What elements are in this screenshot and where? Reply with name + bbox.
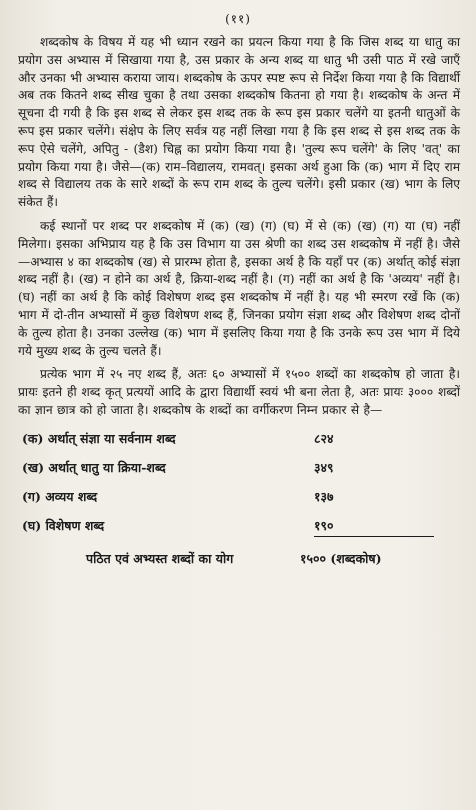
category-label: (ख) अर्थात् धातु या क्रिया-शब्द: [22, 459, 166, 475]
category-label: (क) अर्थात् संज्ञा या सर्वनाम शब्द: [22, 430, 176, 446]
total-row: [22, 550, 460, 578]
category-count: ३४९: [314, 459, 334, 475]
page-number: (११): [225, 12, 251, 26]
table-row: [22, 488, 460, 517]
paragraph-word-count: प्रत्येक भाग में २५ नए शब्द हैं, अतः ६० अभ्यासों में १५०० शब्दों का शब्दकोष हो जाता है। प्रायः इतने ही शब्द कृत् प्रत्ययों आदि के द्वारा विद्यार्थी स्वयं भी बना लेता है, अतः प्रायः ३००० शब्दों का ज्ञान छात्र को हो जाता है। शब्दकोष के शब्दों का वर्गीकरण निम्न प्रकार से है—: [18, 367, 460, 417]
category-count: ८२४: [314, 430, 334, 446]
table-row: [22, 517, 460, 546]
paragraph-dictionary-notes: शब्दकोष के विषय में यह भी ध्यान रखने का प्रयत्न किया गया है कि जिस शब्द या धातु का प्रयोग उस अभ्यास में सिखाया गया है, उस प्रकार के अन्य शब्द या धातु भी उसी पाठ में रखे जाएँ और उनका भी अभ्यास कराया जाय। शब्दकोष के ऊपर स्पष्ट रूप से निर्देश किया गया है कि विद्यार्थी अब तक कितने शब्द सीख चुका है तथा उसका शब्दकोष कितना हो गया है। शब्दकोष के अन्त में सूचना दी गयी है कि इस शब्द से लेकर इस शब्द तक के रूप इस प्रकार चलेंगे या इतनी धातुओं के रूप इस प्रकार चलेंगे। संक्षेप के लिए सर्वत्र यह नहीं लिखा गया है कि इस शब्द से इस शब्द तक के रूप ऐसे चलेंगे, अपितु - (डैश) चिह्न का प्रयोग किया गया है। 'तुल्य रूप चलेंगे' के लिए 'वत्' का प्रयोग किया गया है। जैसे—(क) राम–विद्यालय, रामवत्। इसका अर्थ हुआ कि (क) भाग में दिए राम शब्द से विद्यालय तक के सारे शब्दों के रूप राम शब्द के तुल्य चलेंगे। इसी प्रकार (ख) भाग के लिए संकेत हैं।: [18, 35, 460, 210]
table-row: [22, 430, 460, 459]
table-row: [22, 459, 460, 488]
category-label: (ग) अव्यय शब्द: [22, 488, 98, 504]
total-value: १५०० (शब्दकोष): [300, 550, 382, 566]
category-label: (घ) विशेषण शब्द: [22, 517, 105, 533]
paragraph-missing-sections: कई स्थानों पर शब्द पर शब्दकोष में (क) (ख) (ग) (घ) में से (क) (ख) (ग) या (घ) नहीं मिलेगा। इसका अभिप्राय यह है कि उस विभाग या उस श्रेणी का शब्द उस शब्दकोष में नहीं है। जैसे—अभ्यास ४ का शब्दकोष (ख) से प्रारम्भ होता है, इसका अर्थ है कि यहाँ पर (क) अर्थात् कोई संज्ञा शब्द नहीं है। (ख) न होने का अर्थ है, क्रिया-शब्द नहीं है। (ग) नहीं का अर्थ है कि 'अव्यय' नहीं है। (घ) नहीं का अर्थ है कि कोई विशेषण शब्द इस शब्दकोष में नहीं है। यह भी स्मरण रखें कि (क) भाग में दो-तीन अभ्यासों में कुछ विशेषण शब्द हैं, जिनका प्रयोग संज्ञा शब्द और विशेषण शब्द दोनों के तुल्य होता है। उनका उल्लेख (क) भाग में इसलिए किया गया है कि उनके रूप उस भाग में दिये गये मुख्य शब्द के तुल्य चलते हैं।: [18, 218, 460, 358]
category-count: १९०: [314, 517, 434, 537]
word-classification-table: [18, 430, 460, 578]
category-count: १३७: [314, 488, 334, 504]
total-label: पठित एवं अभ्यस्त शब्दों का योग: [86, 550, 234, 566]
